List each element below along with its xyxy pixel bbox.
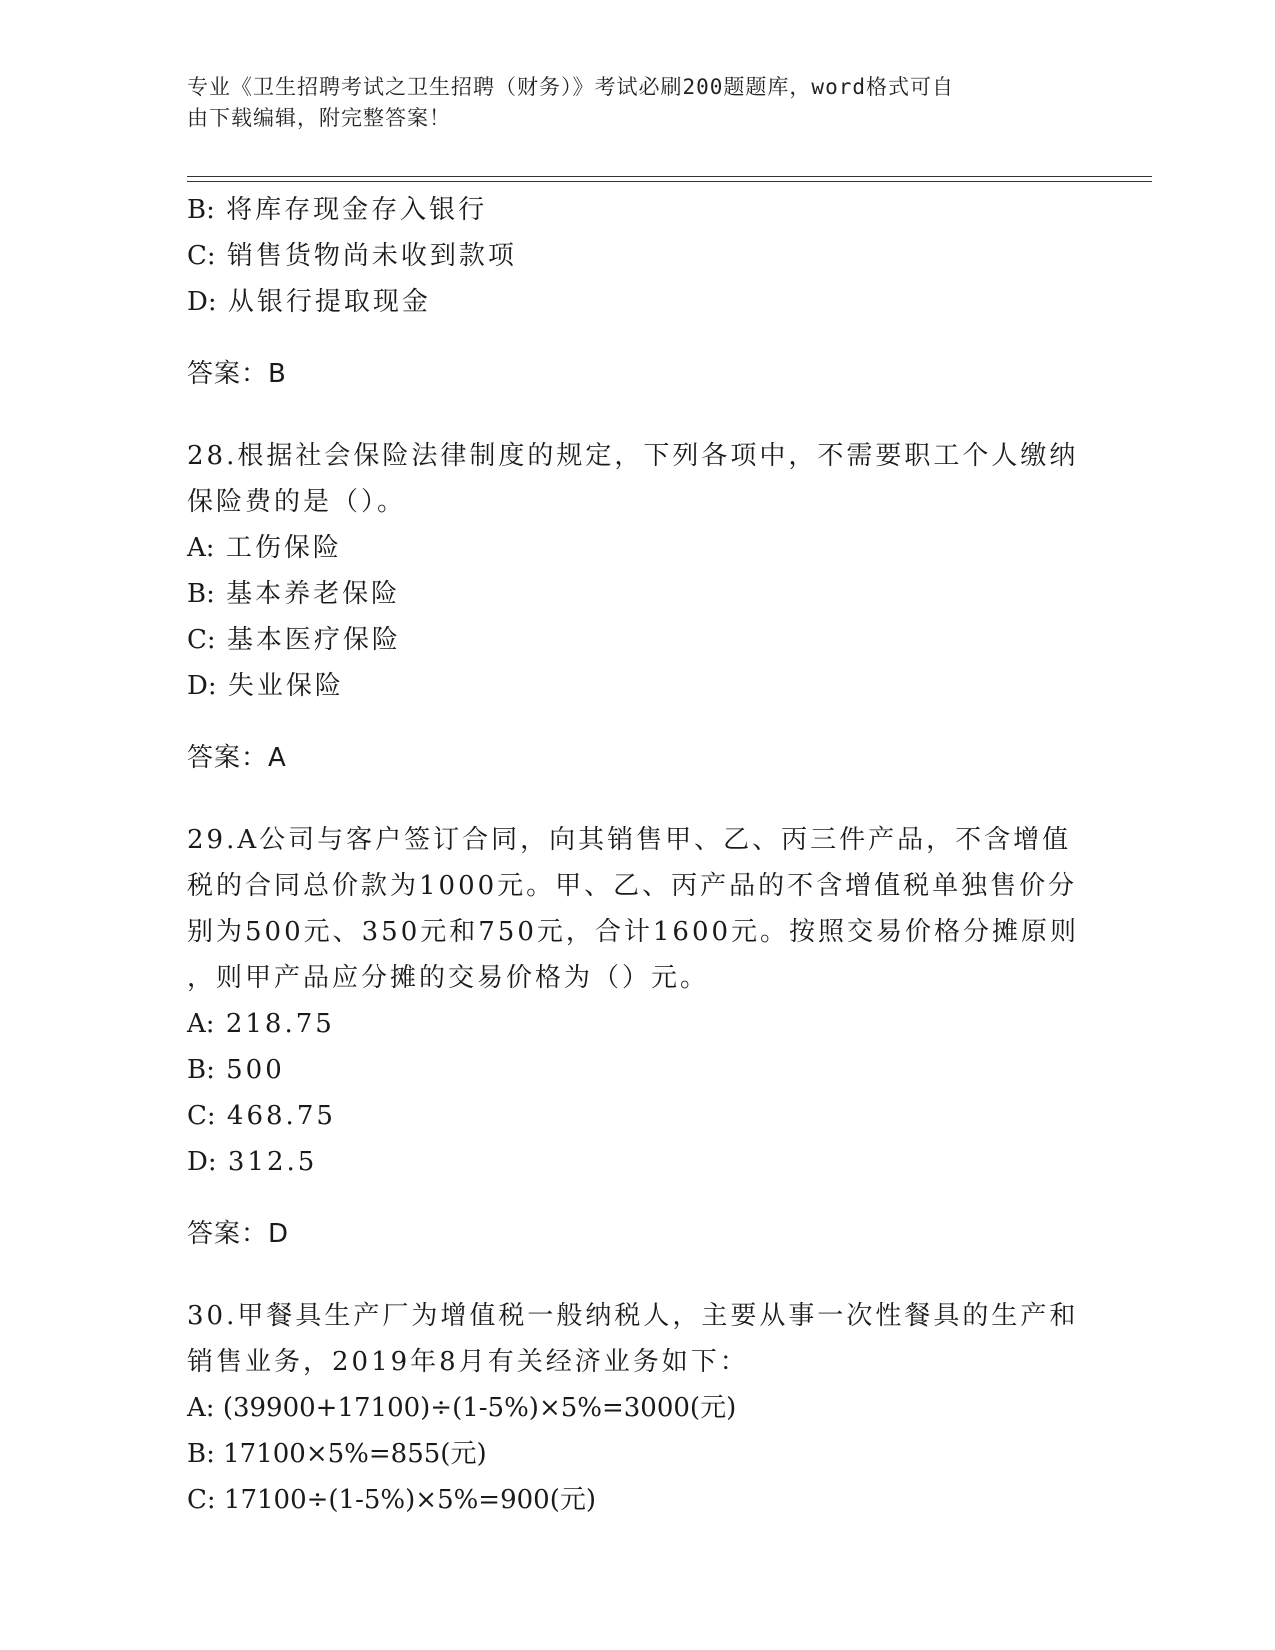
header-line-2: 由下载编辑，附完整答案！ — [187, 106, 451, 130]
prev-question-block — [187, 187, 1087, 397]
document-header — [187, 72, 1067, 134]
option-b: B: 将库存现金存入银行 — [187, 195, 488, 225]
header-divider-bottom — [187, 181, 1152, 182]
question-30 — [187, 1293, 1087, 1523]
option-b: B: 17100×5%=855(元) — [187, 1439, 487, 1469]
question-text-line: 保险费的是（）。 — [187, 487, 407, 517]
question-text-line: 28.根据社会保险法律制度的规定，下列各项中，不需要职工个人缴纳 — [187, 441, 1079, 471]
header-divider-top — [187, 176, 1152, 177]
question-29 — [187, 817, 1087, 1257]
question-text-line: 销售业务，2019年8月有关经济业务如下： — [187, 1347, 749, 1377]
option-c: C: 销售货物尚未收到款项 — [187, 241, 517, 271]
question-28 — [187, 433, 1087, 781]
question-text-line: 29.A公司与客户签订合同，向其销售甲、乙、丙三件产品，不含增值 — [187, 825, 1072, 855]
question-text-line: 别为500元、350元和750元，合计1600元。按照交易价格分摊原则 — [187, 917, 1080, 947]
option-a: A: 218.75 — [187, 1009, 335, 1039]
option-d: D: 失业保险 — [187, 671, 344, 701]
answer-line: 答案：B — [187, 359, 287, 389]
option-d: D: 从银行提取现金 — [187, 287, 431, 317]
option-a: A: 工伤保险 — [187, 533, 342, 563]
option-d: D: 312.5 — [187, 1147, 318, 1177]
option-c: C: 17100÷(1-5%)×5%=900(元) — [187, 1485, 597, 1515]
header-line-1: 专业《卫生招聘考试之卫生招聘（财务）》考试必刷200题题库，word格式可自 — [187, 75, 954, 99]
option-c: C: 468.75 — [187, 1101, 336, 1131]
answer-line: 答案：A — [187, 743, 287, 773]
question-text-line: 30.甲餐具生产厂为增值税一般纳税人，主要从事一次性餐具的生产和 — [187, 1301, 1079, 1331]
option-b: B: 500 — [187, 1055, 285, 1085]
question-text-line: 税的合同总价款为1000元。甲、乙、丙产品的不含增值税单独售价分 — [187, 871, 1078, 901]
option-c: C: 基本医疗保险 — [187, 625, 401, 655]
option-a: A: (39900+17100)÷(1-5%)×5%=3000(元) — [187, 1393, 737, 1423]
answer-line: 答案：D — [187, 1219, 290, 1249]
question-content — [187, 187, 1087, 1523]
question-text-line: ，则甲产品应分摊的交易价格为（）元。 — [187, 963, 710, 993]
option-b: B: 基本养老保险 — [187, 579, 401, 609]
